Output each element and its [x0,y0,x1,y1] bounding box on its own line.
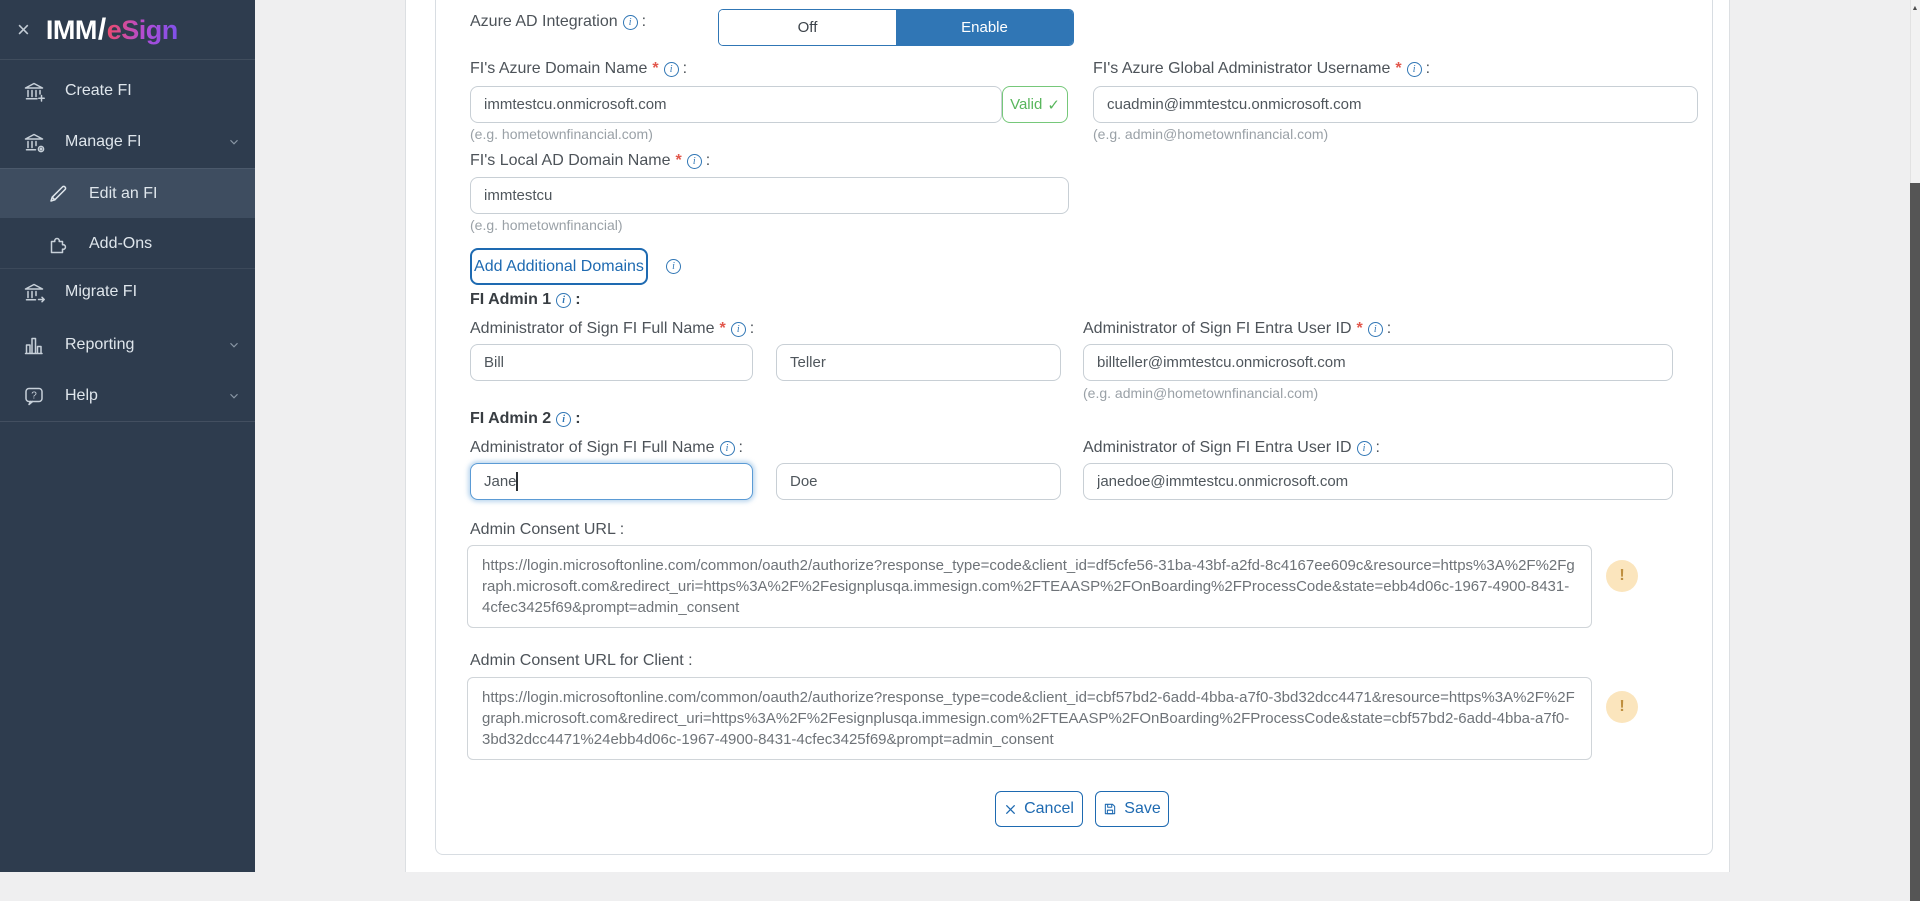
help-icon [22,384,46,408]
chevron-down-icon [227,135,241,149]
sidebar-item-migrate-fi[interactable] [0,267,255,317]
scrollbar-up-arrow[interactable]: ▲ [1911,4,1919,12]
admin-consent-url-client-text: https://login.microsoftonline.com/common/oauth2/authorize?response_type=code&client_id=cbf57bd2-6add-4bba-a7f0-3bd32dcc4471&resource=https%3A%2F%2Fgraph.microsoft.com&redirect_uri=https%3A%2F%2Fesignplusqa.immesign.com%2FTEAASP%2FOnBoarding%2FProcessCode&state=cbf57bd2-6add-4bba-a7f0-3bd32dcc4471%24ebb4d06c-1967-4900-8431-4cfec3425f69&prompt=admin_consent [482,689,1575,748]
admin1-entra-label: Administrator of Sign FI Entra User ID * i : [1083,320,1392,337]
close-sidebar-icon[interactable]: × [17,16,30,42]
sidebar-item-label: Add-Ons [89,234,153,252]
close-icon [1004,803,1017,816]
fi-admin2-section-label: FI Admin 2 i : [470,410,581,427]
check-icon: ✓ [1047,96,1060,114]
add-additional-domains-button[interactable]: Add Additional Domains [470,248,648,285]
sidebar [0,0,255,872]
admin2-last-name-input[interactable] [776,463,1061,500]
sidebar-item-reporting[interactable] [0,320,255,370]
bank-gear-icon [22,130,46,154]
azure-domain-label: FI's Azure Domain Name * i : [470,60,688,77]
svg-text:?: ? [31,390,37,402]
admin-consent-url-client-box [467,677,1592,760]
azure-ad-toggle [718,9,1074,46]
admin1-entra-hint: (e.g. admin@hometownfinancial.com) [1083,385,1319,401]
sidebar-item-help[interactable] [0,371,255,421]
local-domain-hint: (e.g. hometownfinancial) [470,217,623,233]
sidebar-item-label: Reporting [65,336,135,353]
warning-badge[interactable]: ! [1606,560,1638,592]
sidebar-item-edit-an-fi[interactable] [0,168,255,218]
cancel-button[interactable]: Cancel [995,791,1083,827]
admin-consent-url-client-label: Admin Consent URL for Client : [470,652,693,669]
info-icon[interactable]: i [731,322,746,337]
info-icon[interactable]: i [664,62,679,77]
global-admin-hint: (e.g. admin@hometownfinancial.com) [1093,126,1329,142]
admin2-entra-input[interactable] [1083,463,1673,500]
sidebar-item-label: Migrate FI [65,283,138,300]
admin1-name-label: Administrator of Sign FI Full Name * i : [470,320,755,337]
sidebar-item-manage-fi[interactable] [0,117,255,167]
local-domain-input[interactable] [470,177,1069,214]
admin1-entra-input[interactable] [1083,344,1673,381]
info-icon[interactable]: i [666,259,681,274]
sidebar-item-label: Edit an FI [89,184,158,202]
local-domain-label: FI's Local AD Domain Name * i : [470,152,711,169]
global-admin-input[interactable] [1093,86,1698,123]
admin-consent-url-box [467,545,1592,628]
valid-badge: Valid ✓ [1002,86,1068,123]
chevron-down-icon [227,389,241,403]
admin2-name-label: Administrator of Sign FI Full Name i : [470,439,743,456]
info-icon[interactable]: i [623,15,638,30]
fi-admin1-section-label: FI Admin 1 i : [470,291,581,308]
bank-plus-icon [22,79,46,103]
sidebar-item-add-ons[interactable] [0,219,255,269]
info-icon[interactable]: i [1407,62,1422,77]
info-icon[interactable]: i [556,293,571,308]
sidebar-header [0,0,255,60]
admin2-entra-label: Administrator of Sign FI Entra User ID i : [1083,439,1380,456]
chevron-down-icon [227,338,241,352]
toggle-off-button[interactable]: Off [719,10,896,45]
warning-badge[interactable]: ! [1606,691,1638,723]
sidebar-item-label: Manage FI [65,133,142,150]
text-cursor [516,472,518,491]
pencil-icon [46,182,70,206]
info-icon[interactable]: i [720,441,735,456]
azure-domain-input[interactable] [470,86,1002,123]
bar-chart-icon [22,333,46,357]
sidebar-item-label: Help [65,387,98,404]
azure-domain-hint: (e.g. hometownfinancial.com) [470,126,653,142]
scrollbar-thumb[interactable] [1910,183,1920,901]
admin1-first-name-input[interactable] [470,344,753,381]
admin-consent-url-text: https://login.microsoftonline.com/common/oauth2/authorize?response_type=code&client_id=df5cfe56-31ba-43bf-a2fd-8c4167ee609c&resource=https%3A%2F%2Fgraph.microsoft.com&redirect_uri=https%3A%2F%2Fesignplusqa.immesign.com%2FTEAASP%2FOnBoarding%2FProcessCode&state=ebb4d06c-1967-4900-8431-4cfec3425f69&prompt=admin_consent [482,557,1575,616]
sidebar-item-create-fi[interactable] [0,66,255,116]
bank-arrow-icon [22,280,46,304]
puzzle-icon [46,232,70,256]
info-icon[interactable]: i [556,412,571,427]
sidebar-item-label: Create FI [65,82,132,99]
sidebar-menu-divider [0,421,255,422]
save-button[interactable]: Save [1095,791,1169,827]
admin1-last-name-input[interactable] [776,344,1061,381]
global-admin-label: FI's Azure Global Administrator Username * i : [1093,60,1431,77]
info-icon[interactable]: i [1357,441,1372,456]
save-icon [1103,802,1117,816]
admin2-first-name-wrapper [470,463,753,500]
info-icon[interactable]: i [687,154,702,169]
admin-consent-url-label: Admin Consent URL : [470,521,625,538]
info-icon[interactable]: i [1368,322,1383,337]
azure-ad-integration-label: Azure AD Integration i : [470,13,647,30]
app-logo: IMM/eSign [45,12,178,46]
toggle-enable-button[interactable]: Enable [896,10,1073,45]
admin2-first-name-input[interactable] [470,463,753,500]
